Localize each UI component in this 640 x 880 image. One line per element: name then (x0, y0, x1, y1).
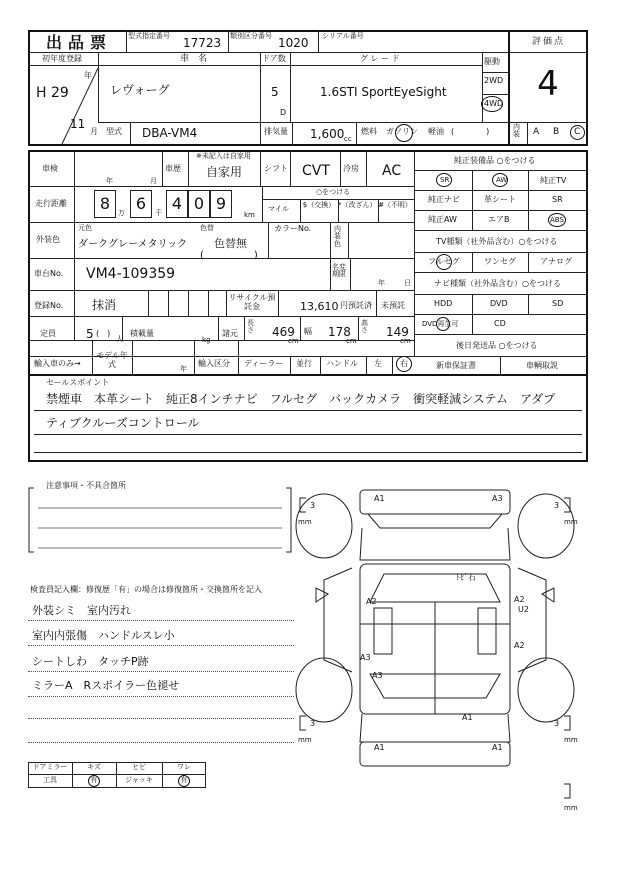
type-cert-label: 型式指定番号 (128, 32, 170, 40)
equip-sr: SR (552, 195, 563, 204)
nav-dvd: DVD (490, 299, 508, 308)
interior-color-label: 内装色 (334, 225, 341, 248)
sales-line-1: 禁煙車 本革シート 純正8インチナビ フルセグ バックカメラ 衝突軽減システム アダプ (46, 392, 556, 406)
interior-grade-circle (570, 125, 585, 140)
reg-no-label: 登録No. (34, 301, 64, 310)
import-opt-parallel: 並行 (296, 359, 312, 368)
grade-value: 1.6STI SportEyeSight (320, 85, 447, 99)
drive-2wd: 2WD (484, 76, 504, 85)
acc-header-scratch: キズ (87, 763, 101, 771)
acc-tools-circle (88, 775, 100, 787)
mark-a2-right: A2 (514, 595, 525, 604)
load-label: 積載量 (130, 329, 154, 338)
equip-aw-circle (492, 173, 508, 187)
acc-header-mirror: ドアミラー (32, 763, 68, 771)
class-no: 1020 (278, 36, 309, 50)
nav-hdd: HDD (434, 299, 453, 308)
class-label: 類別区分番号 (230, 32, 272, 40)
color-change-label: 色替 (200, 224, 214, 232)
mileage-opt-exchange: $（交換） (302, 201, 336, 209)
interior-grade-a: A (533, 127, 540, 137)
nav-cd: CD (494, 319, 506, 328)
doors-value: 5 (271, 85, 279, 99)
acc-jack: ジャッキ (125, 776, 153, 784)
note-line-3: シートしわ タッチP跡 (32, 655, 149, 668)
mileage-digit-2: 6 (135, 194, 147, 213)
score-value: 4 (537, 64, 559, 104)
tv-type-label: TV種類（社外品含む）○をつける (436, 237, 558, 246)
note-line-4: ミラーA Rスポイラー色褪せ (32, 679, 180, 692)
tire-depth-rl: 3 (310, 719, 316, 728)
history-value: 自家用 (206, 165, 243, 179)
length-label: 長さ (247, 319, 254, 335)
import-opt-dealer: ディーラー (244, 359, 284, 368)
mark-a3-left-door: A3 (372, 671, 383, 680)
orig-color-label: 元色 (78, 224, 92, 232)
acc-tools: 工具 (43, 776, 57, 784)
nav-dvd-play: DVD再生可 (422, 320, 459, 328)
light-oil-label: 軽油 (428, 127, 444, 136)
light-oil-paren: ( ) (451, 127, 490, 136)
displacement-label: 排気量 (264, 127, 288, 136)
handle-right: 右 (400, 359, 408, 368)
std-equip-label: 純正装備品 ○をつける (454, 156, 536, 165)
equip-sunroof: SR (440, 176, 450, 184)
load-unit: kg (202, 336, 211, 344)
first-reg-era: H 29 (36, 85, 69, 101)
orig-color-value: ダークグレーメタリック (78, 239, 188, 250)
mileage-digit-4: 0 (193, 194, 205, 213)
mileage-unit-sen: 千 (155, 209, 162, 217)
tire-depth-fr: 3 (554, 501, 560, 510)
mark-a1-rear-right: A1 (492, 743, 503, 752)
tire-unit-rr: mm (564, 736, 578, 744)
import-class-label: 輸入区分 (198, 359, 230, 368)
name-change-day: 日 (404, 279, 411, 287)
mark-a1-rear: A1 (462, 713, 473, 722)
drive-4wd-circle (481, 96, 503, 112)
equip-airbag: エアB (488, 215, 510, 224)
nav-dvd-play-circle (436, 317, 450, 331)
door-type: D (280, 108, 287, 117)
import-label: 輸入車のみ→ (34, 359, 81, 368)
mark-a3-left-rear: A3 (360, 653, 371, 662)
name-change-year: 年 (378, 279, 385, 287)
shaken-year: 年 (106, 177, 113, 185)
length-value: 469 (272, 325, 295, 339)
mark-a2-left: A2 (366, 597, 377, 606)
acc-jack-circle (178, 775, 190, 787)
mark-a1-front-left: A1 (374, 494, 385, 503)
acc-jack-have: 有 (180, 776, 188, 784)
sales-line-2: ティブクルーズコントロール (46, 416, 200, 430)
mark-a1-rear-left: A1 (374, 743, 385, 752)
equip-abs: ABS (550, 216, 564, 224)
fuel-circle (395, 124, 413, 142)
inspector-label: 検査員記入欄：修復歴「有」の場合は修復箇所・交換箇所を記入 (30, 585, 262, 594)
first-reg-label: 初年度登録 (42, 54, 82, 63)
nav-type-label: ナビ種類（社外品含む）○をつける (434, 279, 561, 288)
acc-tools-have: 有 (90, 776, 98, 784)
model-year-unit: 年 (180, 365, 187, 373)
handle-label: ハンドル (326, 359, 358, 368)
chassis-label: 車台No. (34, 269, 64, 278)
notes-label: 注意事項・不具合箇所 (46, 481, 126, 490)
first-reg-month-suffix: 月 (90, 127, 98, 136)
tire-depth-fl: 3 (310, 501, 316, 510)
length-unit: cm (288, 337, 299, 345)
later-manual: 車輌取説 (526, 361, 558, 370)
equip-sunroof-circle (436, 173, 452, 187)
chassis-value: VM4-109359 (86, 266, 176, 282)
interior-label: 内装 (513, 123, 520, 139)
type-cert-no: 17723 (183, 36, 222, 50)
mileage-digit-1: 8 (99, 194, 111, 213)
mileage-opt-mile: マイル (268, 205, 289, 213)
ac-label: 冷房 (343, 164, 359, 173)
drive-label: 駆動 (484, 57, 500, 66)
interior-grade-b: B (553, 127, 560, 137)
equip-leather: 革シート (484, 195, 516, 204)
notes-bracket (28, 486, 294, 554)
acc-header-break: ワレ (177, 763, 191, 771)
mileage-unit-man: 万 (118, 209, 125, 217)
mileage-digit-3: 4 (171, 194, 183, 213)
equip-aw: AW (496, 176, 508, 184)
serial-label: シリアル番号 (322, 32, 364, 40)
mileage-options-note: ○をつける (316, 188, 351, 196)
interior-grade-c: C (574, 127, 581, 137)
equip-navi: 純正ナビ (428, 195, 460, 204)
mark-a2-right-rear: A2 (514, 641, 525, 650)
mileage-unit-km: km (244, 211, 255, 219)
name-change-label: 名変期限 (332, 263, 346, 279)
displacement-value: 1,600 (310, 127, 345, 141)
vehicle-name: レヴォーグ (110, 83, 170, 97)
tv-analog: アナログ (540, 257, 572, 266)
sales-label: セールスポイント (46, 378, 110, 387)
shaken-label: 車検 (42, 164, 58, 173)
name-label: 車 名 (180, 54, 208, 64)
height-unit: cm (400, 337, 411, 345)
handle-right-circle (396, 356, 412, 372)
nav-sd: SD (552, 299, 564, 308)
recycle-label: リサイクル預託金 (228, 293, 276, 311)
mileage-opt-unknown: #（不明） (378, 201, 412, 209)
note-line-1: 外装シミ 室内汚れ (32, 604, 131, 617)
tire-unit-spare: mm (564, 804, 578, 812)
capacity-unit: 人 (116, 335, 123, 343)
car-damage-diagram (290, 484, 590, 824)
recycle-unpaid: 未預託 (381, 301, 405, 310)
history-note: ※未記入は自家用 (196, 152, 251, 160)
capacity-value: 5 (86, 327, 94, 341)
tire-unit-fl: mm (298, 518, 312, 526)
capacity-label: 定員 (40, 329, 56, 338)
tire-depth-rr: 3 (554, 719, 560, 728)
later-warranty: 新車保証書 (436, 361, 476, 370)
tire-unit-fr: mm (564, 518, 578, 526)
mark-u2-right: U2 (518, 605, 529, 614)
mileage-opt-tampered: *（改ざん） (338, 201, 377, 209)
capacity-paren: ( ) (96, 329, 111, 338)
tv-full: フルセグ (428, 257, 460, 266)
mark-a3-front-right: A3 (492, 494, 503, 503)
recycle-unit: 円預託済 (340, 301, 372, 310)
later-label: 後日発送品 ○をつける (456, 341, 538, 350)
form-title: 出品票 (46, 33, 113, 52)
fuel-value: ガソリン (386, 127, 418, 136)
first-reg-month: 11 (70, 117, 86, 131)
mileage-label: 走行距離 (35, 199, 67, 208)
equip-abs-circle (548, 213, 566, 227)
tv-one: ワンセグ (484, 257, 516, 266)
displacement-unit: cc (344, 135, 352, 143)
shaken-month: 月 (150, 177, 157, 185)
width-label: 幅 (304, 327, 312, 336)
color-label: 外装色 (36, 235, 60, 244)
ac-value: AC (382, 163, 402, 179)
equip-alloy: 純正AW (428, 215, 457, 224)
dims-label: 諸元 (222, 329, 238, 338)
drive-4wd: 4WD (484, 99, 504, 108)
mileage-digit-5: 9 (215, 194, 227, 213)
shift-label: シフト (264, 164, 288, 173)
mark-chip: ﾄﾋﾞ石 (456, 573, 476, 582)
height-label: 高さ (361, 319, 368, 335)
note-line-2: 室内内張傷 ハンドルスレ小 (32, 629, 175, 642)
fuel-label: 燃料 (361, 127, 377, 136)
history-label: 車歴 (165, 164, 181, 173)
handle-left: 左 (374, 359, 382, 368)
tv-full-circle (436, 254, 452, 270)
color-change-value: 色替無 (214, 237, 247, 250)
width-unit: cm (346, 337, 357, 345)
equip-tv: 純正TV (540, 176, 567, 185)
height-value: 149 (386, 325, 409, 339)
color-no-label: カラーNo. (274, 224, 312, 233)
model-year-label: モデル年式 (96, 351, 128, 369)
tire-unit-rl: mm (298, 736, 312, 744)
recycle-amount: 13,610 (300, 300, 339, 313)
width-value: 178 (328, 325, 351, 339)
reg-no-value: 抹消 (92, 298, 117, 312)
grade-label: グ レ ー ド (360, 54, 400, 63)
doors-label: ドア数 (262, 54, 286, 63)
model-value: DBA-VM4 (142, 126, 198, 140)
shift-value: CVT (302, 163, 330, 179)
color-change-paren: ( ) (200, 250, 258, 261)
acc-header-crack: ヒビ (132, 763, 146, 771)
score-label: 評価点 (532, 37, 566, 47)
model-label: 型式 (106, 127, 122, 136)
first-reg-year-suffix: 年 (84, 71, 92, 80)
